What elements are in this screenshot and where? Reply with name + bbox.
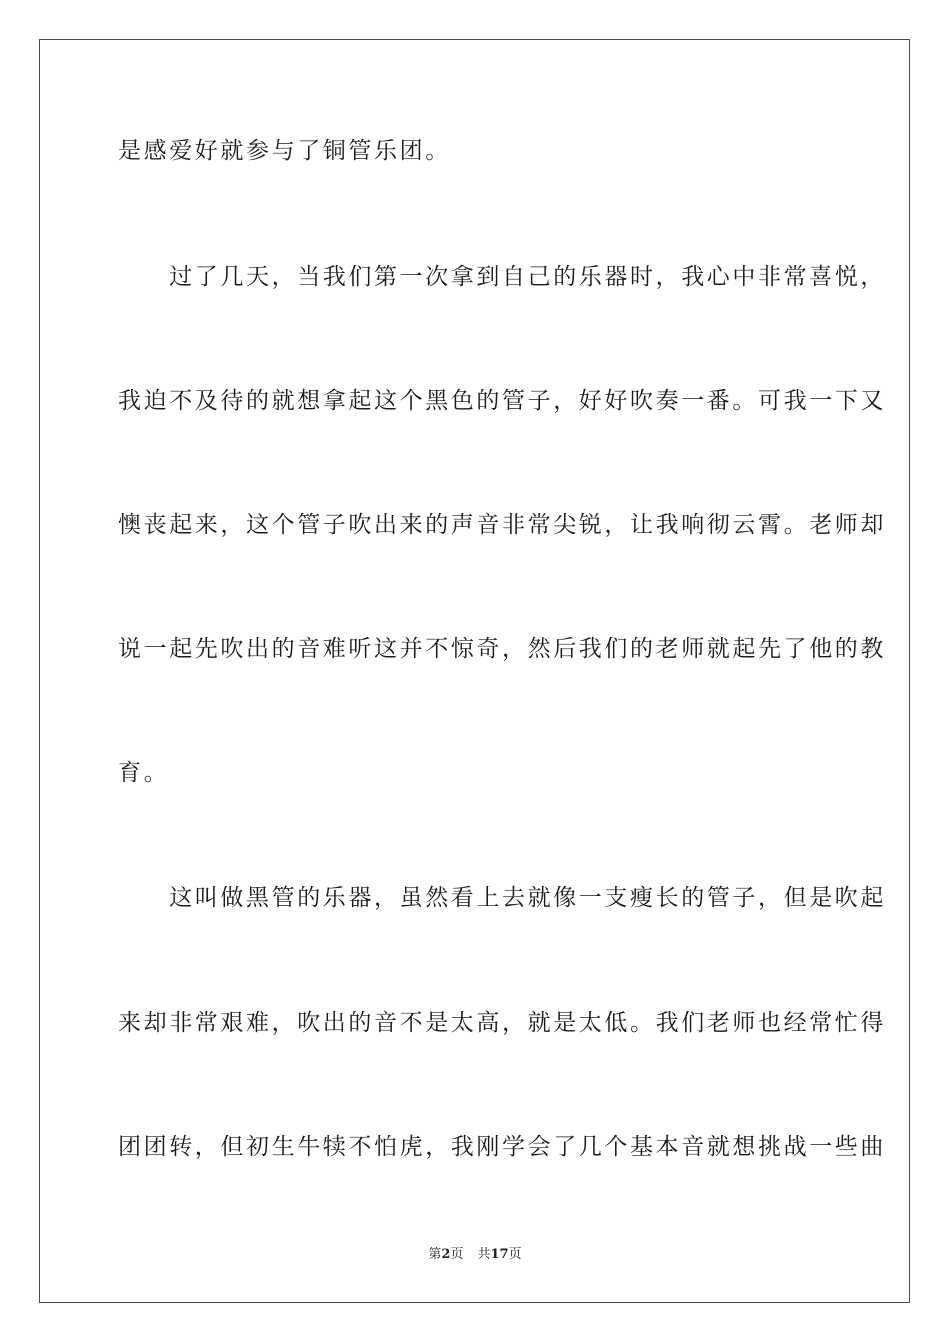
text-line: 是感爱好就参与了铜管乐团。 <box>118 138 451 164</box>
page-suffix: 页 <box>450 1247 464 1262</box>
text-line: 我迫不及待的就想拿起这个黑色的管子，好好吹奏一番。可我一下又 <box>118 388 886 414</box>
text-line: 懊丧起来，这个管子吹出来的声音非常尖锐，让我响彻云霄。老师却 <box>118 512 886 538</box>
text-line: 来却非常艰难，吹出的音不是太高，就是太低。我们老师也经常忙得 <box>118 1010 886 1036</box>
page-number: 2 <box>441 1247 451 1262</box>
text-line: 过了几天，当我们第一次拿到自己的乐器时，我心中非常喜悦， <box>118 264 886 290</box>
page-footer <box>0 1246 950 1264</box>
page-border <box>39 39 910 1303</box>
text-line: 育。 <box>118 760 170 786</box>
text-line: 团团转，但初生牛犊不怕虎，我刚学会了几个基本音就想挑战一些曲 <box>118 1134 886 1160</box>
total-suffix: 页 <box>508 1247 522 1262</box>
total-prefix: 共 <box>477 1247 491 1262</box>
text-line: 说一起先吹出的音难听这并不惊奇，然后我们的老师就起先了他的教 <box>118 636 886 662</box>
total-pages: 17 <box>490 1247 509 1262</box>
text-line: 这叫做黑管的乐器，虽然看上去就像一支瘦长的管子，但是吹起 <box>118 885 886 911</box>
page-prefix: 第 <box>428 1247 442 1262</box>
